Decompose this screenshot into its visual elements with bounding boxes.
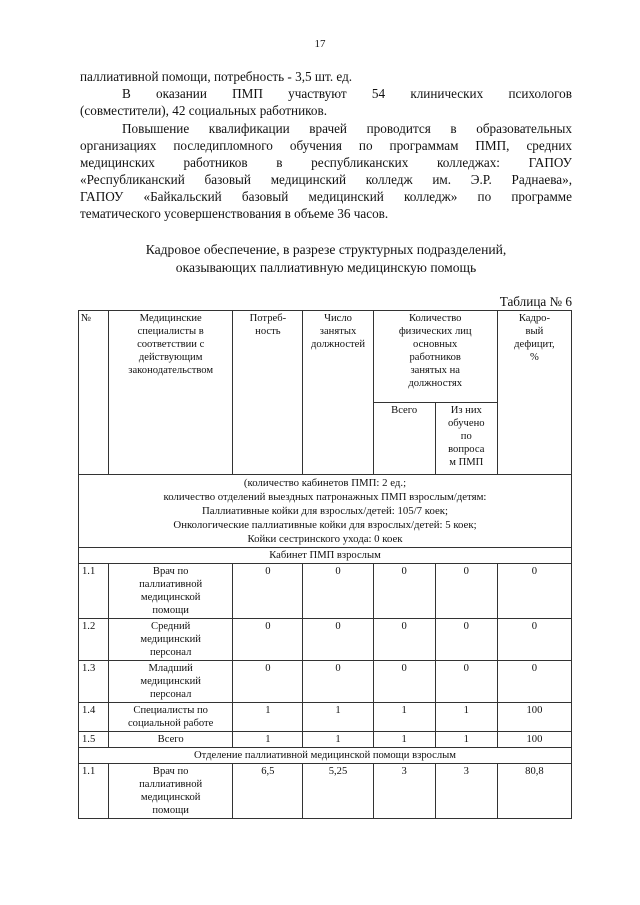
paragraph-qualification-line3: медицинских работников в республиканских колледжах: ГАПОУ [80, 155, 572, 170]
paragraph-qualification-line1: Повышение квалификации врачей проводится в образовательных [122, 121, 572, 136]
header-specialists: Медицинские специалисты в соответствии с действующим законодательством [109, 311, 233, 475]
row-number: 1.4 [79, 703, 109, 732]
row-positions: 0 [303, 619, 373, 661]
row-trained: 1 [435, 703, 497, 732]
row-total: 3 [373, 764, 435, 819]
row-deficit: 100 [497, 703, 571, 732]
row-trained: 0 [435, 564, 497, 619]
row-positions: 0 [303, 564, 373, 619]
section-title-cabinet: Кабинет ПМП взрослым [79, 548, 572, 564]
info-block: (количество кабинетов ПМП: 2 ед.; количество отделений выездных патронажных ПМП взрослым/детям: Паллиативные койки для взрослых/детей: 105/7 коек; Онкологические паллиативные койки для взрослых/детей: 5 коек; Койки сестринского ухода: 0 коек [79, 475, 572, 548]
header-trained: Из них обучено по вопроса м ПМП [435, 403, 497, 475]
row-need: 0 [233, 619, 303, 661]
paragraph-psychologists-line2: (совместители), 42 социальных работников. [80, 103, 328, 118]
header-positions: Число занятых должностей [303, 311, 373, 475]
table-row [79, 703, 572, 732]
paragraph-qualification-line6: тематического усовершенствования в объеме 36 часов. [80, 206, 389, 221]
row-specialist: Средний медицинский персонал [109, 619, 233, 661]
row-need: 6,5 [233, 764, 303, 819]
row-trained: 3 [435, 764, 497, 819]
row-need: 1 [233, 732, 303, 748]
paragraph-qualification-line4: «Республиканский базовый медицинский колледж им. Э.Р. Раднаева», [80, 172, 572, 187]
header-physical-persons: Количество физических лиц основных работников занятых на должностях [373, 311, 497, 403]
row-number: 1.1 [79, 764, 109, 819]
row-deficit: 0 [497, 619, 571, 661]
row-positions: 1 [303, 732, 373, 748]
row-deficit: 100 [497, 732, 571, 748]
row-trained: 0 [435, 619, 497, 661]
page-number: 17 [314, 38, 326, 50]
row-positions: 1 [303, 703, 373, 732]
row-total: 0 [373, 619, 435, 661]
header-total: Всего [373, 403, 435, 475]
row-need: 0 [233, 564, 303, 619]
table-caption: Таблица № 6 [499, 294, 572, 309]
section-heading-line2: оказывающих паллиативную медицинскую помощь [175, 260, 477, 275]
paragraph-psychologists-line1: В оказании ПМП участвуют 54 клинических психологов [122, 86, 572, 101]
paragraph-continuation: паллиативной помощи, потребность - 3,5 шт. ед. [80, 69, 353, 84]
row-need: 1 [233, 703, 303, 732]
section-title-department: Отделение паллиативной медицинской помощи взрослым [79, 748, 572, 764]
row-number: 1.2 [79, 619, 109, 661]
table-row [79, 732, 572, 748]
row-deficit: 0 [497, 564, 571, 619]
row-total: 1 [373, 703, 435, 732]
row-total: 0 [373, 564, 435, 619]
row-number: 1.1 [79, 564, 109, 619]
paragraph-qualification-line2: организациях последипломного обучения по программам ПМП, средних [80, 138, 572, 153]
header-need: Потреб- ность [233, 311, 303, 475]
table-row [79, 764, 572, 819]
row-need: 0 [233, 661, 303, 703]
staffing-table [78, 310, 572, 819]
row-deficit: 80,8 [497, 764, 571, 819]
row-specialist: Всего [109, 732, 233, 748]
section-heading-line1: Кадровое обеспечение, в разрезе структурных подразделений, [145, 242, 507, 257]
row-trained: 0 [435, 661, 497, 703]
row-specialist: Специалисты по социальной работе [109, 703, 233, 732]
row-total: 0 [373, 661, 435, 703]
row-trained: 1 [435, 732, 497, 748]
table-row [79, 661, 572, 703]
header-deficit: Кадро- вый дефицит, % [497, 311, 571, 475]
row-specialist: Младший медицинский персонал [109, 661, 233, 703]
header-number: № [79, 311, 109, 475]
row-positions: 0 [303, 661, 373, 703]
row-total: 1 [373, 732, 435, 748]
row-specialist: Врач по паллиативной медицинской помощи [109, 564, 233, 619]
row-specialist: Врач по паллиативной медицинской помощи [109, 764, 233, 819]
row-number: 1.5 [79, 732, 109, 748]
table-row [79, 564, 572, 619]
row-deficit: 0 [497, 661, 571, 703]
table-row [79, 619, 572, 661]
row-positions: 5,25 [303, 764, 373, 819]
row-number: 1.3 [79, 661, 109, 703]
paragraph-qualification-line5: ГАПОУ «Байкальский базовый медицинский колледж» по программе [80, 189, 572, 204]
